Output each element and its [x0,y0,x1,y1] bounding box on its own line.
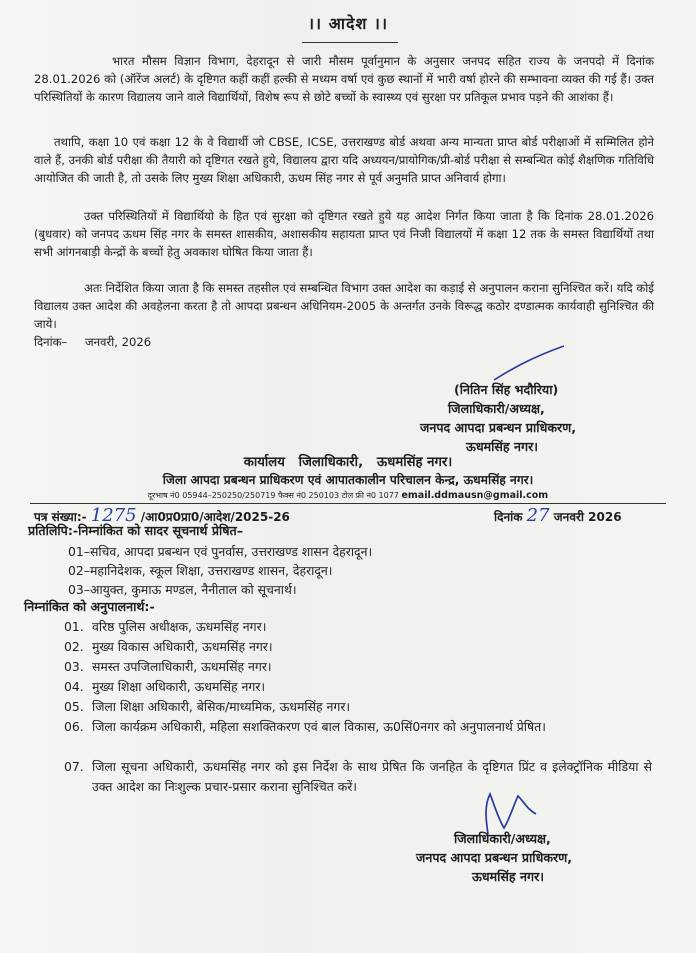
office-name: कार्यालय जिलाधिकारी, ऊधमसिंह नगर। [243,455,453,470]
copy-item: 02–महानिदेशक, स्कूल शिक्षा, उत्तराखण्ड शासन, देहरादून। [68,563,333,578]
item-text: वरिष्ठ पुलिस अधीक्षक, ऊधमसिंह नगर। [92,619,267,634]
contact-phones: दूरभाष नं0 05944–250250/250719 फैक्स नं0 250103 टोल फ्री नं0 1077 [147,491,399,500]
item-text: समस्त उपजिलाधिकारी, ऊधमसिंह नगर। [92,659,272,674]
compliance-item [64,657,272,677]
copy-item: 03–आयुक्त, कुमाऊ मण्डल, नैनीताल को सूचनार्थ। [68,582,297,597]
order-date-label: दिनांक– [34,335,68,349]
item-text: जिला शिक्षा अधिकारी, बेसिक/माध्यमिक, ऊधमसिंह नगर। [92,699,351,714]
compliance-item [64,637,273,657]
paragraph-3: उक्त परिस्थितियों में विद्यार्थियो के हित एवं सुरक्षा को दृष्टिगत रखते हुये यह आदेश निर्गत किया जाता है कि दिनांक 28.01.2026 (बुधवार) को जनपद ऊधम सिंह नगर के समस्त शासकीय, अशासकीय सहायता प्राप्त एवं निजी विद्यालयों में कक्षा 12 तक के समस्त विद्यार्थियों तथा सभी आंगनबाड़ी केन्द्रों के बच्चों हेतु अवकाश घोषित किया जाता हैं। [34,209,654,260]
signatory-1-place: ऊधमसिंह नगर। [466,439,539,454]
item-text: जिला सूचना अधिकारी, ऊधमसिंह नगर को इस निर्देश के साथ प्रेषित कि जनहित के दृष्टिगत प्रिंट व इलेक्ट्रॉनिक मीडिया से उक्त आदेश का निःशुल्क प्रचार-प्रसार कराना सुनिश्चित करें। [92,759,652,794]
letter-date [494,505,622,526]
signatory-1-name: (नितिन सिंह भदौरिया) [454,382,559,397]
signatory-2-place: ऊधमसिंह नगर। [472,869,545,884]
compliance-item [64,757,652,797]
item-number: 03. [64,659,84,674]
item-number: 04. [64,679,84,694]
letter-number-ref: /आ0प्र0प्रा0/आदेश/2025-26 [140,510,290,524]
paragraph-2: तथापि, कक्षा 10 एवं कक्षा 12 के वे विद्यार्थी जो CBSE, ICSE, उत्तराखण्ड बोर्ड अथवा अन्य मान्यता प्राप्त बोर्ड परीक्षाओं में सम्मिलित होने वाले हैं, उनकी बोर्ड परीक्षा की तैयारी को दृष्टिगत रखते हुये, विद्यालय द्वारा यदि अध्ययन/प्रायोगिक/प्री-बोर्ड परीक्षा से सम्बन्धित कोई शैक्षणिक गतिविधि आयोजित की जाती है, तो उसके लिए मुख्य शिक्षा अधिकारी, ऊधम सिंह नगर से पूर्व अनुमति प्राप्त अनिवार्य होगा। [34,135,654,186]
compliance-item [64,697,350,717]
signatory-1-authority: जनपद आपदा प्रबन्धन प्राधिकरण, [420,420,577,435]
compliance-item [64,717,652,737]
header-divider [30,503,666,504]
item-number: 02. [64,639,84,654]
letter-date-label: दिनांक [494,510,523,524]
item-number: 07. [64,759,84,774]
contact-email: email.ddmausn@gmail.com [401,490,549,501]
compliance-heading: निम्नांकित को अनुपालनार्थ:- [24,599,155,614]
letter-number-label: पत्र संख्या:- [34,510,87,524]
item-text: मुख्य शिक्षा अधिकारी, ऊधमसिंह नगर। [92,679,266,694]
item-number: 06. [64,719,84,734]
item-text: जिला कार्यक्रम अधिकारी, महिला सशक्तिकरण एवं बाल विकास, ऊ0सिं0नगर को अनुपालनार्थ प्रेषित। [92,719,546,734]
signatory-2-block [416,829,573,886]
paragraph-1: भारत मौसम विज्ञान विभाग, देहरादून से जारी मौसम पूर्वानुमान के अनुसार जनपद सहित राज्य के जनपदो में दिनांक 28.01.2026 को (ऑरेंज अलर्ट) के दृष्टिगत कहीं कहीं हल्की से मध्यम वर्षा एवं कुछ स्थानों में भारी वर्षा होरने की सम्भावना व्यक्त की गई हैं। उक्त परिस्थितियों के कारण विद्यालय जाने वाले विद्यार्थियों, विशेष रूप से छोटे बच्चों के स्वास्थ्य एवं सुरक्षा पर प्रतिकूल प्रभाव पड़ने की आशंका हैं। [34,54,654,105]
order-title: ।। आदेश ।। [307,14,389,33]
signatory-1-block [420,380,577,456]
signatory-1-designation: जिलाधिकारी/अध्यक्ष, [448,401,545,416]
signature-1-icon [490,340,570,384]
signatory-2-authority: जनपद आपदा प्रबन्धन प्राधिकरण, [416,850,573,865]
order-date [34,335,151,350]
paragraph-4: अतः निर्देशित किया जाता है कि समस्त तहसील एवं सम्बन्धित विभाग उक्त आदेश का कड़ाई से अनुपालन कराना सुनिश्चित करें। यदि कोई विद्यालय उक्त आदेश की अवहेलना करता है तो आपदा प्रबन्धन अधिनियम-2005 के अन्तर्गत उनके विरूद्ध कठोर दण्डात्मक कार्यवाही सुनिश्चित की जाये। [34,281,654,332]
item-text: मुख्य विकास अधिकारी, ऊधमसिंह नगर। [92,639,273,654]
office-contact [0,490,696,501]
office-subtitle: जिला आपदा प्रबन्धन प्राधिकरण एवं आपातकालीन परिचालन केन्द्र, ऊधमसिंह नगर। [162,473,534,487]
copy-item: 01–सचिव, आपदा प्रबन्धन एवं पुनर्वास, उत्तराखण्ड शासन देहरादून। [68,544,373,559]
letter-date-rest: जनवरी 2026 [553,510,622,524]
compliance-item [64,617,266,637]
signatory-2-designation: जिलाधिकारी/अध्यक्ष, [454,831,551,846]
title-underline [302,42,398,43]
item-number: 05. [64,699,84,714]
item-number: 01. [64,619,84,634]
copy-heading: प्रतिलिपि:-निम्नांकित को सादर सूचनार्थ प्रेषित– [28,523,244,538]
order-date-value: जनवरी, 2026 [85,335,152,349]
letter-number-handwritten: 1275 [90,505,137,526]
compliance-item [64,677,265,697]
letter-date-handwritten: 27 [526,505,550,526]
